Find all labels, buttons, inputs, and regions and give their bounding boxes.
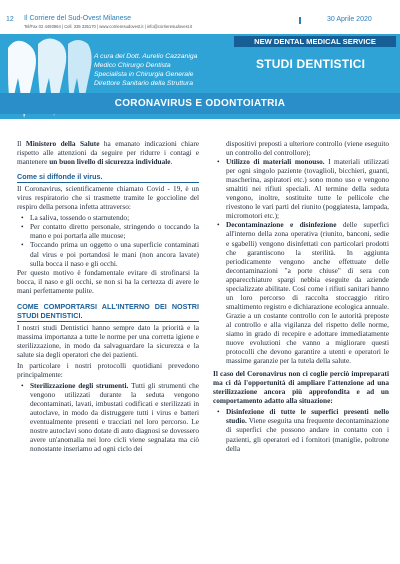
list-item: • Disinfezione di tutte le superfici presenti nello studio. Viene eseguita una frequente decontaminazione di superfici che possono andare in contatto con i pazienti, gli operatori ed i fornitori (maniglie, poltrone della [217,407,389,453]
spread-closing-paragraph: Per questo motivo è fondamentale evitare di strofinarsi la bocca, il naso e gli occhi, se non si ha la certezza di avere le mani perfettamente pulite. [17,267,199,295]
service-label: NEW DENTAL MEDICAL SERVICE [234,36,396,47]
contact-info: Tel/Fax 02 4493964 | Cell. 335 335170 | www.corrieresudovest.it | info@corrieresudovest.it [24,24,193,29]
list-item: • La saliva, tossendo o starnutendo; [21,213,130,223]
list-item: • Decontaminazione e disinfezione delle superfici all'interno della zona operativa (riunito, banconi, sedie e sgabelli) vengono disinfettati con particolari prodotti che garantiscono la sterilità. In aggiunta periodicamente vengono anche effettuate delle decontaminazioni "a porte chiuse" di sera con apparecchiature spargi nebbia eseguite da aziende specializzate abilitate. Così come i rifiuti sanitari hanno un loro percorso di raccolta stoccaggio ritiro smaltimento registro e dichiarazione ecologica annuale. Grazie a un costante controllo con le autorità preposte al controllo e alla vigilanza del rispetto delle norme, siamo in grado di recepire e adottare immediatamente nuove evoluzioni che vanno a migliorare questi protocolli che devono garantire a utenti e operatori le massime garanzie per la tutela della salute. [217,220,389,366]
header-divider [299,17,301,24]
spread-paragraph: Il Coronavirus, scientificamente chiamato Covid - 19, è un virus respiratorio che si trasmette tramite le goccioline del respiro della persona infetta attraverso: [17,184,199,212]
subheading-studio: COME COMPORTARSI ALL'INTERNO DEI NOSTRI STUDI DENTISTICI. [17,301,199,320]
author-credits [94,52,197,88]
article-title: CORONAVIRUS E ODONTOIATRIA [114,98,286,109]
issue-date: 30 Aprile 2020 [327,16,372,23]
spread-list [17,213,199,267]
author-line: Medico Chirurgo Dentista [94,62,171,69]
masthead: Il Corriere del Sud-Ovest Milanese [24,15,131,22]
article-column-right [213,139,389,453]
coronavirus-measures-list [213,407,389,452]
list-item: • Utilizzo di materiali monouso. I materiali utilizzati per ogni singolo paziente (tovaglioli, bicchieri, guanti, mascherina, aspiratori etc.) sono mono uso e vengono smaltiti nei rifiuti speciali. Al termine della seduta vengono, inoltre, sostituite tutte le pellicole che rivestono le vari parti del riunito (poggiatesta, lampada, micromotori etc.); [217,157,389,221]
protocol-list [17,381,199,453]
author-line: A cura del Dott. Aurelio Cazzaniga [94,53,198,60]
page-header [0,0,400,33]
list-item: • Toccando prima un oggetto o una superficie contaminati dal virus e poi portandosi le mani (non ancora lavate) sulla bocca il naso e gli occhi. [21,240,199,268]
list-item: dispositivi preposti a ulteriore controllo (viene eseguito un controllo del controllore); [226,139,389,158]
subheading-spread: Come si diffonde il virus. [17,172,199,183]
intro-paragraph: Il Ministero della Salute ha emanato indicazioni chiare rispetto alle attenzioni da seguire per ridurre i contagi e mantenere un buon livello di sicurezza individuale. [17,139,199,167]
list-item: • Sterilizzazione degli strumenti. Tutti gli strumenti che vengono utilizzati durante la seduta vengono decontaminati, lavati, imbustati codificati e sterilizzati in autoclave, in modo da distruggere tutti i virus e batteri eventualmente presenti e tracciati nel loro percorso. Le nostre autoclavi sono dotate di auto diagnosi se dovessero avere un'anomalia nei loro cicli viene segnalata ma ciò nonostante inseriamo ad ogni ciclo dei [21,381,200,454]
page-number: 12 [6,16,14,23]
author-line: Direttore Sanitario della Struttura [94,80,193,87]
author-line: Specialista in Chirurgia Generale [94,71,194,78]
article-column-left [17,139,199,453]
protocols-intro: In particolare i nostri protocolli quotidiani prevedono principalmente: [17,360,199,379]
protocol-list-continued [213,139,389,365]
list-item: • Per contatto diretto personale, stringendo o toccando la mano e poi portarla alle mucose; [21,222,199,241]
section-title: STUDI DENTISTICI [256,57,366,71]
studio-paragraph: I nostri studi Dentistici hanno sempre dato la priorità e la massima importanza a tutte le norme per una corretta igiene e sterilizzazione, in modo da salvaguardare la sicurezza e la salute sia degli operatori che dei pazienti. [17,322,199,359]
closing-bold-paragraph: Il caso del Coronavirus non ci coglie perciò impreparati ma ci dà l'opportunità di ampliare l'attenzione ad una sterilizzazione ancora più approfondita e ad un comportamento adatto alla situazione: [213,369,389,406]
